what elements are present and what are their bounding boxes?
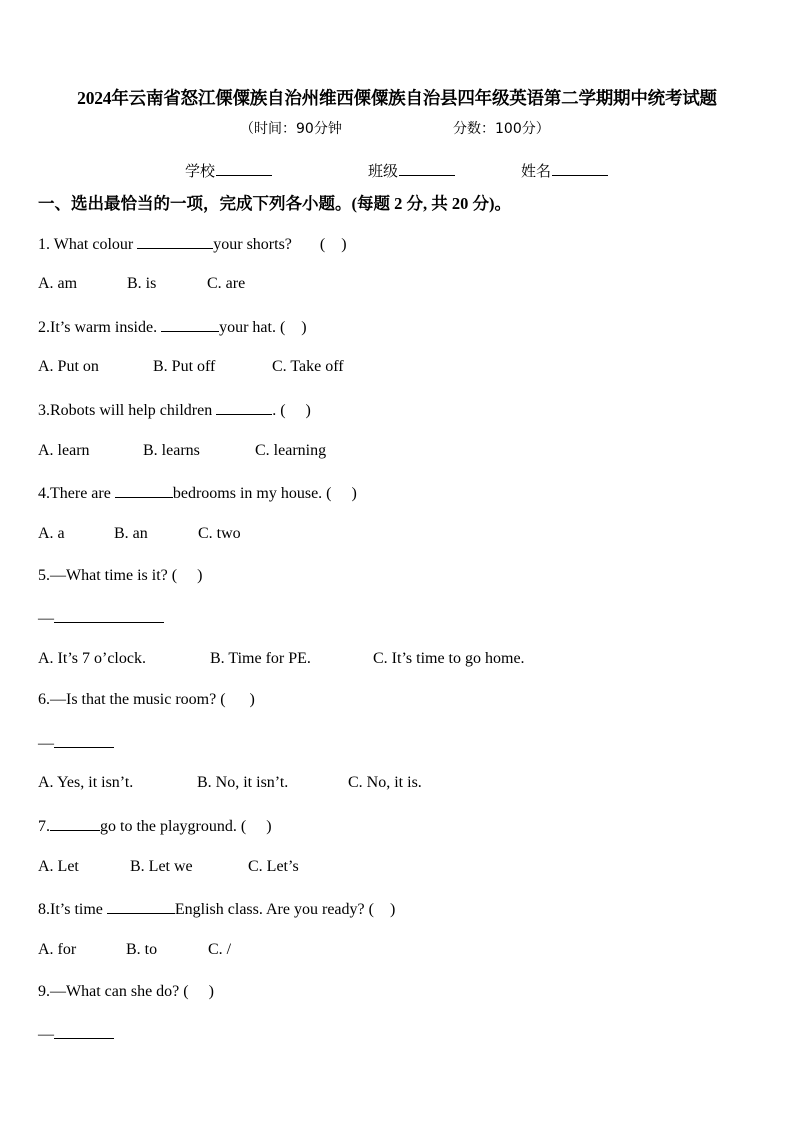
options-8 <box>38 940 231 960</box>
option-a: A. a <box>38 525 65 542</box>
question-text: 4.There are <box>38 485 115 502</box>
option-b: B. learns <box>143 442 200 459</box>
question-text: 5.—What time is it? ( ) <box>38 567 203 584</box>
option-b: B. No, it isn’t. <box>197 774 289 791</box>
option-b: B. Time for PE. <box>210 650 311 667</box>
question-9 <box>38 982 214 1002</box>
answer-blank <box>137 233 213 249</box>
question-text: your hat. ( ) <box>219 319 307 336</box>
answer-blank <box>216 399 272 415</box>
answer-blank <box>161 316 219 332</box>
class-field <box>368 160 455 181</box>
answer-paren: ( ) <box>319 236 347 253</box>
option-a: A. Put on <box>38 358 99 375</box>
option-c: C. Take off <box>272 358 344 375</box>
name-blank <box>552 161 608 176</box>
class-blank <box>399 161 455 176</box>
option-b: B. is <box>127 275 157 292</box>
answer-blank <box>54 1023 114 1039</box>
question-text: bedrooms in my house. ( ) <box>172 485 357 502</box>
exam-title: 2024年云南省怒江傈僳族自治州维西傈僳族自治县四年级英语第二学期期中统考试题 <box>77 88 717 108</box>
option-a: A. learn <box>38 442 90 459</box>
exam-time: （时间：90分钟 <box>240 121 342 137</box>
answer-blank <box>50 815 100 831</box>
options-3 <box>38 441 326 461</box>
option-b: B. an <box>114 525 148 542</box>
question-6 <box>38 690 255 710</box>
question-2 <box>38 316 307 338</box>
question-text: 9.—What can she do? ( ) <box>38 983 214 1000</box>
answer-dash: — <box>38 1026 54 1043</box>
option-a: A. for <box>38 941 77 958</box>
options-4 <box>38 524 241 544</box>
option-a: A. Yes, it isn’t. <box>38 774 134 791</box>
question-text: 8.It’s time <box>38 901 107 918</box>
name-label: 姓名 <box>521 162 552 180</box>
option-c: C. Let’s <box>248 858 299 875</box>
answer-line-9 <box>38 1023 114 1045</box>
option-c: C. learning <box>255 442 327 459</box>
question-text: 2.It’s warm inside. <box>38 319 162 336</box>
question-text: 6.—Is that the music room? ( ) <box>38 691 255 708</box>
question-text: go to the playground. ( ) <box>100 818 272 835</box>
school-field <box>185 160 272 181</box>
options-5 <box>38 649 525 669</box>
class-label: 班级 <box>368 162 399 180</box>
option-c: C. two <box>198 525 241 542</box>
question-text: 3.Robots will help children <box>38 402 217 419</box>
option-a: A. Let <box>38 858 79 875</box>
answer-line-6 <box>38 732 114 754</box>
option-b: B. to <box>126 941 158 958</box>
option-c: C. It’s time to go home. <box>373 650 525 667</box>
answer-blank <box>54 607 164 623</box>
option-b: B. Put off <box>153 358 216 375</box>
answer-blank <box>54 732 114 748</box>
question-text: 1. What colour <box>38 236 138 253</box>
school-label: 学校 <box>185 162 216 180</box>
options-6 <box>38 773 422 793</box>
option-c: C. / <box>208 941 232 958</box>
question-7 <box>38 815 272 837</box>
question-1 <box>38 233 347 255</box>
answer-dash: — <box>38 735 54 752</box>
exam-score: 分数：100分） <box>453 121 550 137</box>
option-a: A. It’s 7 o’clock. <box>38 650 146 667</box>
answer-line-5 <box>38 607 164 629</box>
section-heading: 一、选出最恰当的一项，完成下列各小题。(每题 2 分, 共 20 分)。 <box>38 194 511 213</box>
question-5 <box>38 566 202 586</box>
school-blank <box>216 161 272 176</box>
name-field <box>521 160 608 181</box>
question-text: 7. <box>38 818 50 835</box>
options-7 <box>38 857 299 877</box>
question-3 <box>38 399 311 421</box>
question-text: . ( ) <box>272 402 311 419</box>
option-c: C. No, it is. <box>348 774 422 791</box>
answer-blank <box>107 898 175 914</box>
question-text: English class. Are you ready? ( ) <box>174 901 396 918</box>
options-2 <box>38 357 344 377</box>
answer-blank <box>115 482 173 498</box>
option-b: B. Let we <box>130 858 193 875</box>
option-c: C. are <box>207 275 246 292</box>
question-8 <box>38 898 395 920</box>
option-a: A. am <box>38 275 78 292</box>
question-text: your shorts? <box>213 236 292 253</box>
question-4 <box>38 482 357 504</box>
options-1 <box>38 274 245 294</box>
answer-dash: — <box>38 610 54 627</box>
